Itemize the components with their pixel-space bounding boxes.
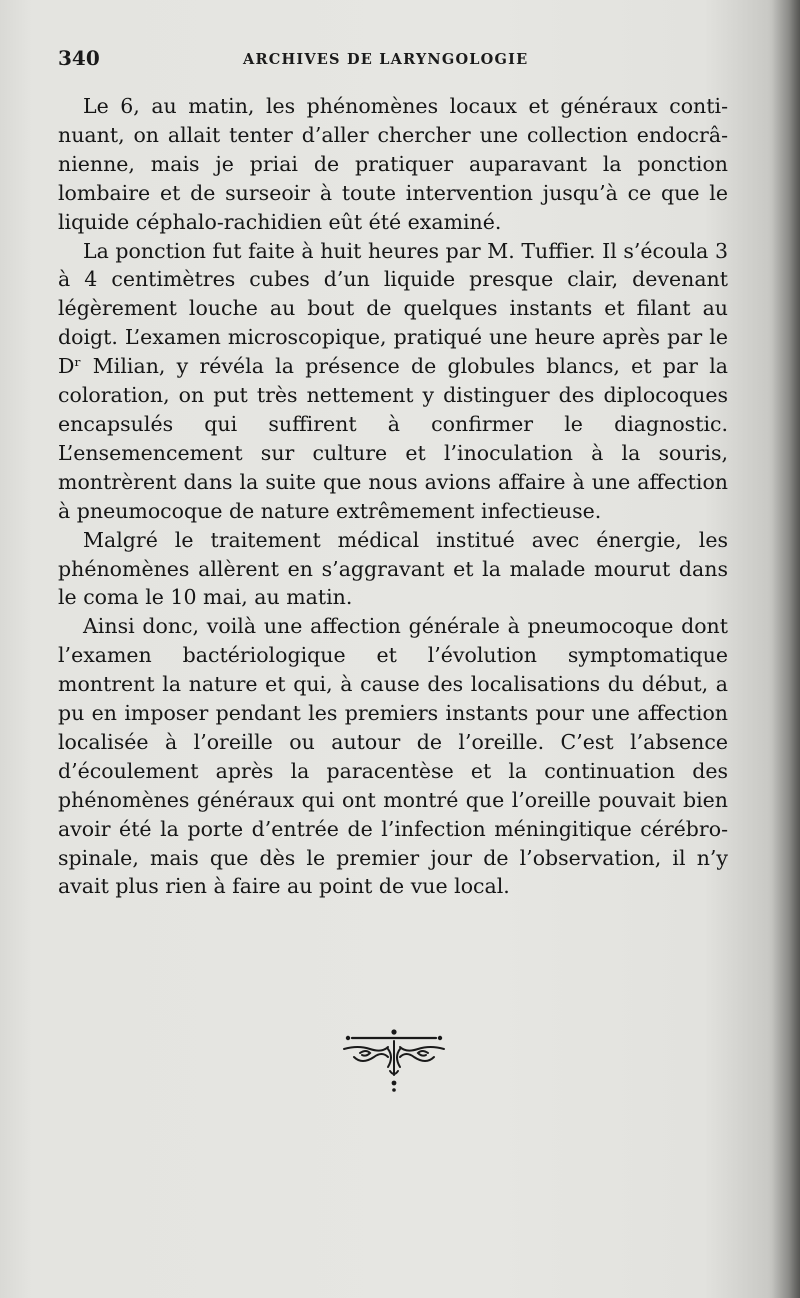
body-text bbox=[58, 92, 728, 901]
paragraph: Malgré le traitement médical institué avec énergie, les phénomènes allèrent en s’aggravant et la malade mourut dans le coma le 10 mai, au matin. bbox=[58, 527, 728, 610]
page-number: 340 bbox=[58, 46, 100, 70]
paragraph: La ponction fut faite à huit heures par M. Tuffier. Il s’écoula 3 à 4 centimètres cubes d’un liquide presque clair, devenant légèrement louche au bout de quelques instants et filant au doigt. L’examen microscopique, pratiqué une heure après par le Dʳ Milian, y révéla la présence de globules blancs, et par la coloration, on put très nettement y distinguer des diplocoques encapsulés qui suffirent à confirmer le diagnostic. L’ensemencement sur culture et l’inoculation à la souris, montrèrent dans la suite que nous avions affaire à une affection à pneumocoque de nature extrêmement infectieuse. bbox=[58, 238, 728, 523]
paragraph: Ainsi donc, voilà une affection générale à pneumocoque dont l’examen bactériologique et l’évolution symptomatique montrent la nature et qui, à cause des localisations du début, a pu en imposer pendant les premiers instants pour une affection localisée à l’oreille ou autour de l’oreille. C’est l’absence d’écoulement après la paracentèse et la continuation des phénomènes généraux qui ont montré que l’oreille pouvait bien avoir été la porte d’entrée de l’infection méningitique cérébro-spinale, mais que dès le premier jour de l’observation, il n’y avait plus rien à faire au point de vue local. bbox=[58, 614, 728, 899]
running-title: ARCHIVES DE LARYNGOLOGIE bbox=[243, 51, 529, 68]
paragraph: Le 6, au matin, les phénomènes locaux et généraux continuant, on allait tenter d’aller chercher une collection endocrânienne, mais je priai de pratiquer auparavant la ponction lombaire et de surseoir à toute intervention jusqu’à ce que le liquide céphalo-rachidien eût été examiné. bbox=[58, 94, 728, 234]
page-edge-shadow bbox=[772, 0, 800, 1298]
page-header bbox=[58, 46, 748, 76]
fleuron-ornament-icon bbox=[338, 1027, 450, 1099]
